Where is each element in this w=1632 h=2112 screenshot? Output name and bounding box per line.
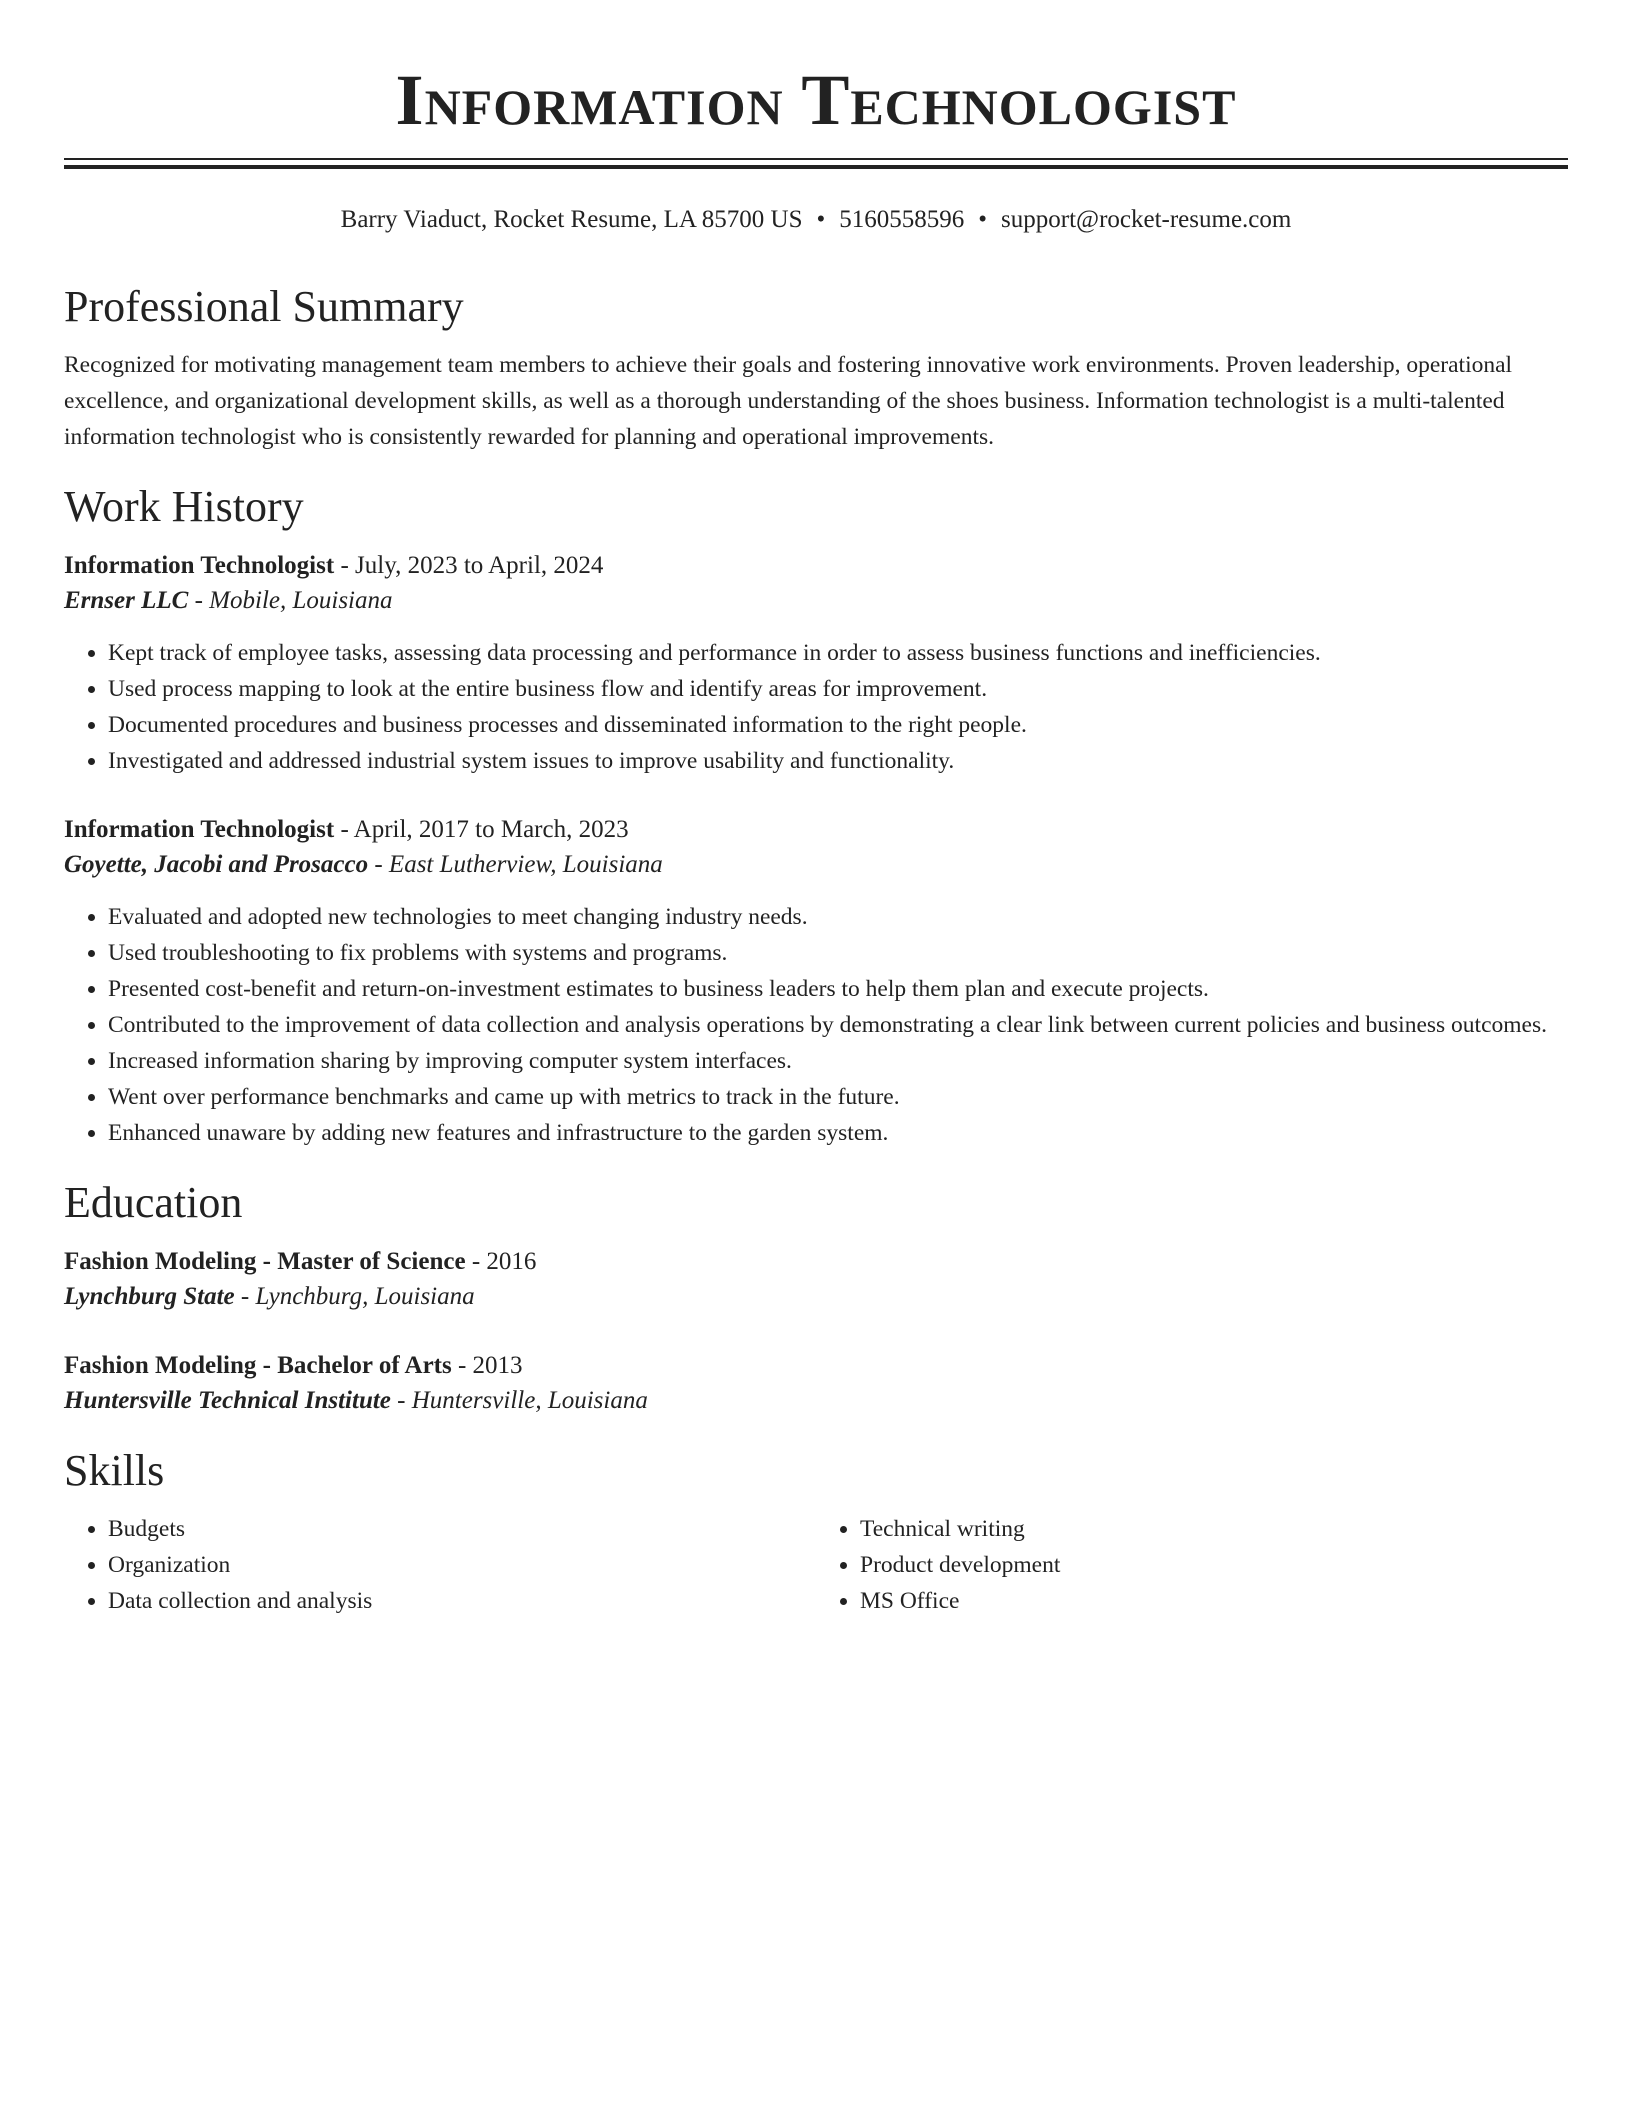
list-item: • Technical writing [860, 1511, 1568, 1547]
skills-grid [64, 1511, 1568, 1619]
school-name: Huntersville Technical Institute [64, 1387, 391, 1414]
list-item: • Documented procedures and business processes and disseminated information to the right people. [108, 707, 1568, 743]
job-dates: - April, 2017 to March, 2023 [334, 816, 629, 843]
degree-line [64, 1245, 1568, 1279]
list-item: • Organization [108, 1547, 816, 1583]
contact-separator: • [816, 206, 826, 233]
degree-year: - 2016 [465, 1248, 537, 1275]
work-history-section [64, 481, 1568, 1151]
list-item: • Budgets [108, 1511, 816, 1547]
job-title: Information Technologist [64, 816, 335, 843]
degree-year: - 2013 [451, 1352, 523, 1379]
list-item: • Enhanced unaware by adding new features and infrastructure to the garden system. [108, 1115, 1568, 1151]
list-item: • Used process mapping to look at the entire business flow and identify areas for improvement. [108, 671, 1568, 707]
school-location: - Huntersville, Louisiana [390, 1387, 648, 1414]
job-bullets [64, 899, 1568, 1151]
resume-title: Information Technologist [395, 60, 1237, 140]
list-item: • Presented cost-benefit and return-on-investment estimates to business leaders to help them plan and execute projects. [108, 971, 1568, 1007]
contact-line [64, 203, 1568, 237]
job-dates: - July, 2023 to April, 2024 [334, 552, 604, 579]
school-location: - Lynchburg, Louisiana [234, 1283, 475, 1310]
degree-name: Fashion Modeling - Master of Science [64, 1248, 466, 1275]
job-bullets [64, 635, 1568, 779]
school-line [64, 1279, 1568, 1315]
list-item: • Increased information sharing by improving computer system interfaces. [108, 1043, 1568, 1079]
company-name: Goyette, Jacobi and Prosacco [64, 851, 369, 878]
title-divider [64, 158, 1568, 169]
company-location: - East Lutherview, Louisiana [368, 851, 663, 878]
degree-line [64, 1349, 1568, 1383]
summary-text: Recognized for motivating management team members to achieve their goals and fostering innovative work environments. Proven leadership, operational excellence, and organizational development skills, as well as a thorough understanding of the shoes business. Information technologist is a multi-talented information technologist who is consistently rewarded for planning and operational improvements. [64, 352, 1513, 450]
list-item: • Contributed to the improvement of data collection and analysis operations by demonstrating a clear link between current policies and business outcomes. [108, 1007, 1568, 1043]
list-item: • Used troubleshooting to fix problems with systems and programs. [108, 935, 1568, 971]
school-line [64, 1383, 1568, 1419]
summary-heading: Professional Summary [64, 282, 464, 331]
skills-section [64, 1445, 1568, 1619]
education-entry [64, 1245, 1568, 1315]
list-item: • Investigated and addressed industrial system issues to improve usability and functionality. [108, 743, 1568, 779]
contact-phone: 5160558596 [839, 206, 965, 233]
company-location: - Mobile, Louisiana [188, 587, 393, 614]
work-history-heading: Work History [64, 482, 304, 531]
degree-name: Fashion Modeling - Bachelor of Arts [64, 1352, 452, 1379]
education-entry [64, 1349, 1568, 1419]
job-title: Information Technologist [64, 552, 335, 579]
summary-section [64, 281, 1568, 455]
education-section [64, 1177, 1568, 1419]
skills-column-right [816, 1511, 1568, 1619]
list-item: • Data collection and analysis [108, 1583, 816, 1619]
company-line [64, 583, 1568, 619]
list-item: • Went over performance benchmarks and came up with metrics to track in the future. [108, 1079, 1568, 1115]
job-title-line [64, 813, 1568, 847]
list-item: • Kept track of employee tasks, assessing data processing and performance in order to assess business functions and inefficiencies. [108, 635, 1568, 671]
skills-heading: Skills [64, 1446, 165, 1495]
company-name: Ernser LLC [64, 587, 189, 614]
skills-column-left [64, 1511, 816, 1619]
education-heading: Education [64, 1178, 243, 1227]
list-item: • Evaluated and adopted new technologies to meet changing industry needs. [108, 899, 1568, 935]
school-name: Lynchburg State [64, 1283, 235, 1310]
job-title-line [64, 549, 1568, 583]
contact-separator: • [978, 206, 988, 233]
job-entry [64, 813, 1568, 1151]
list-item: • MS Office [860, 1583, 1568, 1619]
job-entry [64, 549, 1568, 779]
contact-email: support@rocket-resume.com [1001, 206, 1292, 233]
company-line [64, 847, 1568, 883]
list-item: • Product development [860, 1547, 1568, 1583]
contact-address: Barry Viaduct, Rocket Resume, LA 85700 US [340, 206, 803, 233]
